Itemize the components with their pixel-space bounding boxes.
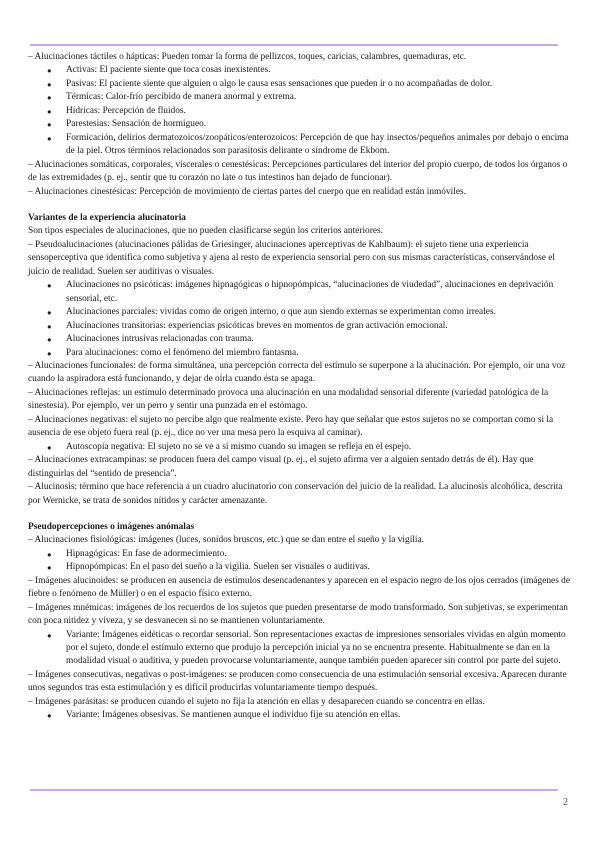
paragraph: – Imágenes consecutivas, negativas o post-imágenes: se producen como consecuencia de una estimulación sensorial excesiva. Aparecen durante unos segundos tras esta estimulación y es difícil producirlas voluntariamente tiempo después. — [28, 669, 567, 694]
list-item: ● Alucinaciones intrusivas relacionadas con trauma. — [66, 333, 574, 346]
list-item: ● Alucinaciones no psicóticas: imágenes hipnagógicas o hipnopómpicas, “alucinaciones de viudedad”, alucinaciones en deprivación sensorial, etc. — [66, 279, 574, 306]
list-item: ● Variante: Imágenes eidéticas o recordar sensorial. Son representaciones exactas de impresiones sensoriales vividas en algún momento por el sujeto, donde el estímulo externo que produjo la percepción inicial ya no se encuentra presente. Habitualmente se dan en la modalidad visual o auditiva, y pueden provocarse voluntariamente, aunque también pueden aparecer sin control por parte del sujeto. — [66, 629, 574, 669]
list-item: ● Autoscopia negativa: El sujeto no se ve a sí mismo cuando su imagen se refleja en el espejo. — [66, 441, 574, 454]
paragraph: Son tipos especiales de alucinaciones, que no pueden clasificarse según los criterios anteriores. — [28, 226, 383, 237]
paragraph: – Alucinaciones funcionales: de forma simultánea, una percepción correcta del estímulo se superpone a la alucinación. Por ejemplo, oír una voz cuando la aspiradora está funcionando, y dejar de oírla cuando ésta se apaga. — [28, 360, 566, 385]
document-body — [28, 51, 574, 723]
paragraph: – Alucinaciones extracampinas: se producen fuera del campo visual (p. ej., el sujeto afirma ver a alguien sentado detrás de él). Hay que distinguirlas del “sentido de presencia”. — [28, 455, 534, 479]
bottom-divider — [30, 789, 558, 791]
paragraph: – Alucinaciones reflejas: un estímulo determinado provoca una alucinación en una modalidad sensorial diferente (variedad patológica de la sinestesia). Por ejemplo, ver un perro y sentir una punzada en el estómago. — [28, 387, 549, 412]
paragraph: – Imágenes alucinoides: se producen en ausencia de estímulos desencadenantes y aparecen en el espacio negro de los ojos cerrados (imágenes de fiebre o fenómeno de Müller) o en el espacio físico externo. — [28, 575, 570, 600]
bullet-list — [28, 629, 574, 669]
paragraph: – Pseudoalucinaciones (alucinaciones pálidas de Griesinger, alucinaciones aperceptivas de Kahlbaum): el sujeto tiene una experiencia sensoperceptiva que identifica como subjetiva y ajena al resto de experiencia sensorial pero con sus mismas características, conservándose el juicio de realidad. Suelen ser auditivas o visuales. — [28, 239, 555, 277]
list-item: ● Hipnopómpicas: En el paso del sueño a la vigilia. Suelen ser visuales o auditivas. — [66, 561, 574, 574]
paragraph: – Imágenes mnémicas: imágenes de los recuerdos de los sujetos que pueden presentarse de modo transformado. Son subjetivas, se experimentan con poca nitidez y viveza, y se desvanecen si no se mantienen voluntariamente. — [28, 602, 568, 627]
list-item: ● Térmicas: Calor-frío percibido de manera anormal y extrema. — [66, 91, 574, 104]
bullet-list — [28, 709, 574, 722]
page-number: 2 — [563, 797, 568, 808]
bullet-list — [28, 441, 574, 454]
section-heading: Pseudopercepciones o imágenes anómalas — [28, 521, 195, 532]
list-item: ● Variante: Imágenes obsesivas. Se mantienen aunque el individuo fije su atención en ellas. — [66, 709, 574, 722]
paragraph: – Alucinaciones fisiológicas: imágenes (luces, sonidos bruscos, etc.) que se dan entre el sueño y la vigilia. — [28, 535, 424, 546]
bullet-list — [28, 548, 574, 575]
paragraph: – Alucinaciones táctiles o hápticas: Pueden tomar la forma de pellizcos, toques, caricias, calambres, quemaduras, etc. — [28, 52, 467, 62]
list-item: ● Para alucinaciones: como el fenómeno del miembro fantasma. — [66, 347, 574, 360]
section-spacer — [28, 199, 574, 212]
paragraph: – Alucinaciones negativas: el sujeto no percibe algo que realmente existe. Pero hay que señalar que estos sujetos no se comportan como si la ausencia de ese objeto fuera real (p. ej., dice no ver una mesa pero la esquiva al caminar). — [28, 414, 554, 439]
list-item: ● Hídricas: Percepción de fluidos. — [66, 105, 574, 118]
list-item: ● Parestesias: Sensación de hormigueo. — [66, 118, 574, 131]
bullet-list — [28, 64, 574, 158]
paragraph: – Alucinaciones somáticas, corporales, viscerales o cenestésicas: Percepciones particulares del interior del propio cuerpo, de todos los órganos o de las extremidades (p. ej., sentir que tu corazón no late o tus intestinos han dejado de funcionar). — [28, 159, 568, 184]
list-item: ● Alucinaciones parciales: vividas como de origen interno, o que aun siendo externas se experimentan como irreales. — [66, 306, 574, 319]
paragraph: – Alucinaciones cinestésicas: Percepción de movimiento de ciertas partes del cuerpo que en realidad están inmóviles. — [28, 186, 466, 197]
list-item: ● Pasivas: El paciente siente que alguien o algo le causa esas sensaciones que pueden ir o no acompañadas de dolor. — [66, 78, 574, 91]
list-item: ● Activas: El paciente siente que toca cosas inexistentes. — [66, 64, 574, 77]
paragraph: – Imágenes parásitas: se producen cuando el sujeto no fija la atención en ellas y desaparecen cuando se concentra en ellas. — [28, 696, 485, 707]
top-divider — [30, 44, 558, 46]
list-item: ● Alucinaciones transitorias: experiencias psicóticas breves en momentos de gran activación emocional. — [66, 320, 574, 333]
section-heading: Variantes de la experiencia alucinatoria — [28, 212, 186, 223]
paragraph: – Alucinosis: término que hace referencia a un cuadro alucinatorio con conservación del juicio de la realidad. La alucinosis alcohólica, descrita por Wernicke, se trata de sonidos nítidos y carácter amenazante. — [28, 482, 563, 506]
list-item: ● Formicación, delirios dermatozoicos/zoopáticos/enterozoicos: Percepción de que hay insectos/pequeños animales por debajo o encima de la piel. Otros términos relacionados son parasitosis delirante o síndrome de Ekbom. — [66, 132, 574, 159]
list-item: ● Hipnagógicas: En fase de adormecimiento. — [66, 548, 574, 561]
bullet-list — [28, 279, 574, 360]
section-spacer — [28, 508, 574, 521]
